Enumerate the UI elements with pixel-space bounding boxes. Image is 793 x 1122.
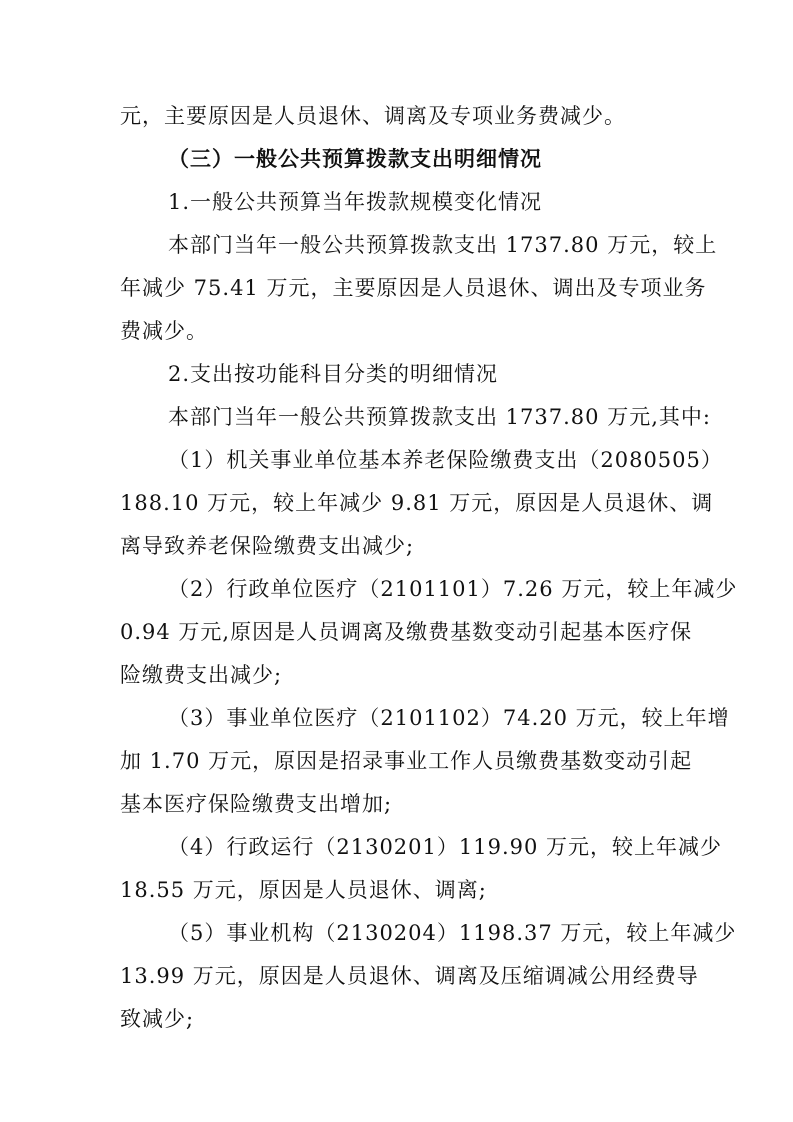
list-item-line: 13.99 万元，原因是人员退休、调离及压缩调减公用经费导 <box>120 964 699 988</box>
list-item-line: （1）机关事业单位基本养老保险缴费支出（2080505） <box>168 448 723 472</box>
section-heading: （三）一般公共预算拨款支出明细情况 <box>168 147 542 171</box>
paragraph-line: 年减少 75.41 万元，主要原因是人员退休、调出及专项业务 <box>120 276 707 300</box>
list-item-line: 离导致养老保险缴费支出减少; <box>120 534 415 558</box>
subsection-heading: 1.一般公共预算当年拨款规模变化情况 <box>168 190 543 214</box>
list-item-line: （5）事业机构（2130204）1198.37 万元，较上年减少 <box>168 921 737 945</box>
paragraph-line: 本部门当年一般公共预算拨款支出 1737.80 万元，较上 <box>168 233 718 257</box>
list-item-line: （3）事业单位医疗（2101102）74.20 万元，较上年增 <box>168 706 730 730</box>
paragraph-line: 元，主要原因是人员退休、调离及专项业务费减少。 <box>120 104 626 128</box>
list-item-line: 险缴费支出减少; <box>120 663 283 687</box>
paragraph-line: 费减少。 <box>120 319 208 343</box>
list-item-line: （2）行政单位医疗（2101101）7.26 万元，较上年减少 <box>168 577 738 601</box>
list-item-line: 18.55 万元，原因是人员退休、调离; <box>120 878 487 902</box>
list-item-line: 致减少; <box>120 1007 195 1031</box>
list-item-line: （4）行政运行（2130201）119.90 万元，较上年减少 <box>168 835 723 859</box>
list-item-line: 基本医疗保险缴费支出增加; <box>120 792 393 816</box>
list-item-line: 0.94 万元,原因是人员调离及缴费基数变动引起基本医疗保 <box>120 620 693 644</box>
subsection-heading: 2.支出按功能科目分类的明细情况 <box>168 362 499 386</box>
paragraph-line: 本部门当年一般公共预算拨款支出 1737.80 万元,其中: <box>168 405 711 429</box>
list-item-line: 加 1.70 万元，原因是招录事业工作人员缴费基数变动引起 <box>120 749 693 773</box>
list-item-line: 188.10 万元，较上年减少 9.81 万元，原因是人员退休、调 <box>120 491 714 515</box>
